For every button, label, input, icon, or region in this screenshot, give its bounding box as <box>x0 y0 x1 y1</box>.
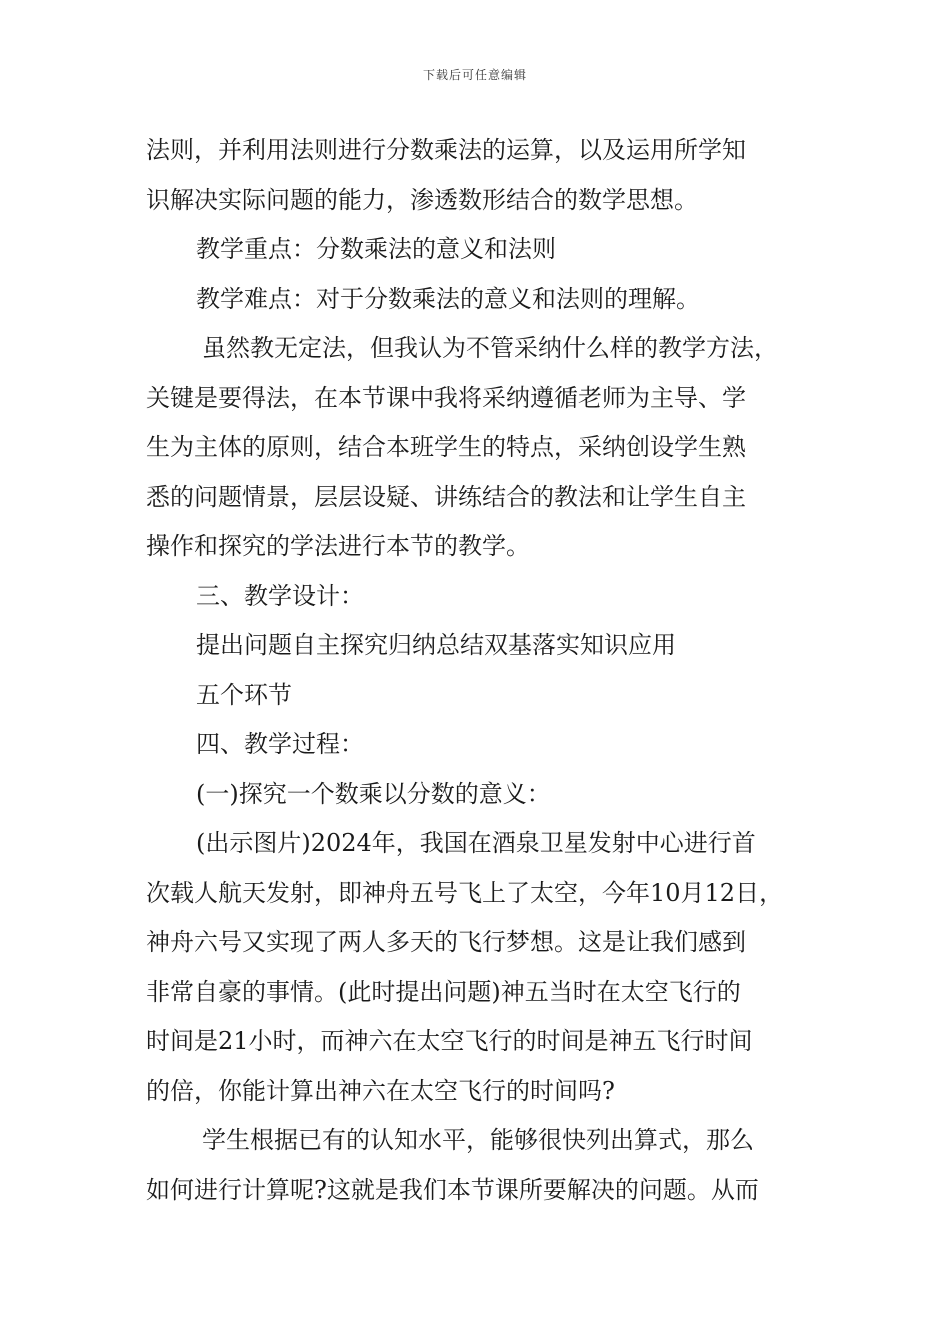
subsection-heading: (一)探究一个数乘以分数的意义： <box>196 779 551 808</box>
text-line: 时间是21小时，而神六在太空飞行的时间是神五飞行时间 <box>146 1027 753 1055</box>
text-line: 法则，并利用法则进行分数乘法的运算，以及运用所学知 <box>146 136 746 164</box>
text-line: 操作和探究的学法进行本节的教学。 <box>146 532 530 560</box>
text-line: 识解决实际问题的能力，渗透数形结合的数学思想。 <box>146 185 698 214</box>
text-line: 悉的问题情景，层层设疑、讲练结合的教法和让学生自主 <box>146 482 746 511</box>
text-line: 教学重点：分数乘法的意义和法则 <box>196 235 556 263</box>
text-line: 非常自豪的事情。(此时提出问题)神五当时在太空飞行的 <box>146 977 741 1006</box>
text-line: 学生根据已有的认知水平，能够很快列出算式，那么 <box>202 1126 754 1154</box>
text-line: 次载人航天发射，即神舟五号飞上了太空，今年10月12日， <box>146 878 784 907</box>
header-note: 下载后可任意编辑 <box>422 68 527 82</box>
text-line: 提出问题自主探究归纳总结双基落实知识应用 <box>196 631 676 659</box>
section-heading: 四、教学过程： <box>196 730 364 758</box>
text-line: 教学难点：对于分数乘法的意义和法则的理解。 <box>196 284 700 313</box>
text-line: 如何进行计算呢?这就是我们本节课所要解决的问题。从而 <box>146 1175 759 1204</box>
text-line: 神舟六号又实现了两人多天的飞行梦想。这是让我们感到 <box>146 928 746 956</box>
text-line: (出示图片)2024年，我国在酒泉卫星发射中心进行首 <box>196 829 756 857</box>
text-line: 五个环节 <box>196 680 292 709</box>
document-body <box>146 126 826 1215</box>
section-heading: 三、教学设计： <box>196 581 364 610</box>
text-line: 的倍，你能计算出神六在太空飞行的时间吗? <box>146 1076 615 1105</box>
text-line: 生为主体的原则，结合本班学生的特点，采纳创设学生熟 <box>146 433 746 461</box>
text-line: 关键是要得法，在本节课中我将采纳遵循老师为主导、学 <box>146 383 746 412</box>
text-line: 虽然教无定法，但我认为不管采纳什么样的教学方法， <box>202 334 778 362</box>
